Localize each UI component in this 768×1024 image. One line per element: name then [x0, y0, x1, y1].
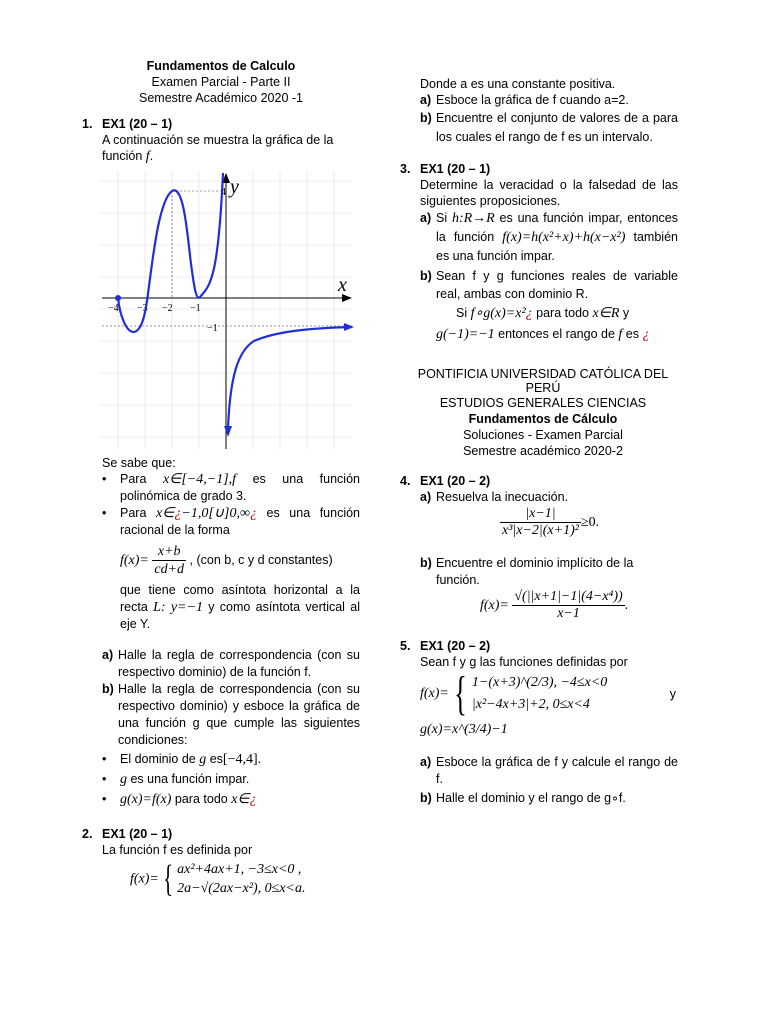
math-expression: f(x)=h(x²+x)+h(x−x²): [502, 230, 626, 245]
q4-parts: [400, 489, 678, 622]
question-4: [400, 473, 678, 622]
condition-1: • El dominio de g es[−4,4].: [102, 752, 262, 767]
broken-symbol: ¿: [249, 506, 257, 521]
part-text: Encuentre el conjunto de valores de a para los cuales el rango de f es un intervalo.: [436, 111, 678, 144]
question-code: EX1 (20 – 1): [102, 117, 173, 131]
part-text: Encuentre el dominio implícito de la función.: [436, 556, 634, 587]
condition-text: es una función impar.: [130, 772, 250, 786]
q4-part-a: [420, 489, 678, 506]
y-tick-4: 4: [221, 187, 226, 198]
curve-start-point: [115, 295, 121, 301]
question-2-intro: La función f es definida por: [102, 843, 253, 857]
function-graph: [82, 171, 360, 449]
q3-part-b-line3: [420, 324, 678, 345]
implicit-domain-function: [420, 589, 678, 622]
denominator: cd+d: [154, 562, 185, 577]
question-number: 2.: [82, 827, 93, 841]
condition-2: • g es una función impar.: [102, 772, 250, 787]
numerator: √(||x+1|−1|(4−x⁴)): [514, 589, 623, 604]
fraction: [500, 506, 581, 539]
question-3: [400, 161, 678, 345]
part-text: Halle la regla de correspondencia (con su respectivo dominio) de la función f.: [118, 648, 360, 679]
inequation: [420, 506, 678, 539]
known-label: Se sabe que:: [102, 456, 176, 470]
question-code: EX1 (20 – 2): [420, 474, 491, 488]
part-label: b): [420, 556, 432, 570]
q2-continuation: Donde a es una constante positiva.: [420, 77, 616, 91]
piecewise-f: f(x)= { ax²+4ax+1, −3≤x<0 , 2a−√(2ax−x²), 0≤x<a.: [130, 858, 306, 900]
q3-parts: [400, 209, 678, 345]
question-5: [400, 638, 678, 807]
bullet-2: • Para x∈¿−1,0[∪]0,∞¿ es una función racional de la forma f(x)= $\frac{x+b}{cd+d}$ , (con b, c y d constantes) que tiene como asíntota horizontal a la recta L: y=−1 y como asíntota vertical al eje Y.: [102, 506, 360, 631]
part-text: Si: [436, 211, 448, 225]
math-expression: f(x)=: [480, 597, 509, 613]
cases: [177, 860, 305, 898]
condition-text: El dominio de: [120, 752, 196, 766]
studies-name: ESTUDIOS GENERALES CIENCIAS: [439, 396, 647, 410]
numerator: x+b: [152, 543, 186, 561]
condition-text: es: [209, 752, 223, 766]
q5-part-a: [420, 754, 678, 788]
question-4-heading: [400, 473, 678, 489]
q1-part-b: [102, 681, 360, 749]
cases: [472, 672, 607, 716]
solutions-semester: Semestre académico 2020-2: [463, 444, 623, 458]
q2-part-b: [420, 109, 678, 147]
q2-part-a: [420, 92, 678, 109]
bullet-text: que tiene como asíntota horizontal a la recta: [120, 583, 360, 614]
question-3-intro: Determine la veracidad o la falsedad de las siguientes proposiciones.: [420, 178, 678, 208]
function-name: f: [145, 149, 150, 164]
q5-parts: [400, 754, 678, 807]
question-number: 5.: [400, 639, 411, 653]
x-axis-label: x: [338, 274, 347, 296]
condition-text: para todo: [174, 792, 228, 806]
question-code: EX1 (20 – 1): [102, 827, 173, 841]
case-2: 2a−√(2ax−x²), 0≤x<a.: [177, 881, 306, 896]
intro-text-2: función: [102, 149, 143, 163]
denominator: x³|x−2|(x+1)²: [502, 523, 579, 538]
part-label: b): [420, 111, 432, 125]
question-3-heading: [400, 161, 678, 177]
part-text: es: [625, 327, 639, 341]
math-expression: x∈[−4,−1],f: [162, 472, 237, 487]
case-2: |x²−4x+3|+2, 0≤x<4: [471, 697, 590, 712]
university-name: PONTIFICIA UNIVERSIDAD CATÓLICA DEL PERÚ: [417, 367, 669, 395]
math-expression: g(x)=f(x): [120, 792, 172, 807]
exam-header: [82, 58, 360, 106]
left-column: [82, 58, 360, 898]
relation: ≥0.: [580, 514, 600, 530]
math-expression: f(x)=: [130, 871, 159, 887]
math-expression: x∈: [231, 792, 250, 807]
broken-symbol: ¿: [525, 306, 533, 321]
part-text: Si: [456, 306, 468, 320]
question-1-intro: A continuación se muestra la gráfica de la función f.: [102, 133, 334, 164]
question-1-heading: [82, 116, 360, 132]
broken-symbol: ¿: [174, 506, 182, 521]
part-text: también es una función impar.: [436, 230, 678, 263]
part-label: a): [420, 211, 432, 225]
question-number: 3.: [400, 162, 411, 176]
part-label: b): [102, 682, 114, 696]
rational-formula: [120, 543, 360, 578]
intro-text: A continuación se muestra la gráfica de la: [102, 133, 334, 147]
part-text: Resuelva la inecuación.: [436, 490, 569, 504]
bullet-text: es una función polinómica de grado 3.: [120, 472, 360, 503]
part-label: a): [420, 755, 432, 769]
q2-parts: [400, 92, 678, 147]
broken-symbol: ¿: [642, 327, 650, 342]
x-tick--1: −1: [190, 303, 201, 314]
piecewise-f5: f(x)= { 1−(x+3)^(2/3), −4≤x<0 |x²−4x+3|+2, 0≤x<4 y: [420, 667, 676, 720]
condition-3: • g(x)=f(x) para todo x∈¿: [102, 792, 257, 807]
question-code: EX1 (20 – 1): [420, 162, 491, 176]
broken-symbol: ¿: [249, 792, 257, 807]
math-expression: [−4,4].: [222, 752, 262, 767]
g-definition: g(x)=x^(3/4)−1: [420, 722, 508, 737]
part-label: b): [420, 791, 432, 805]
part-text: Halle el dominio y el rango de g∘f.: [436, 791, 626, 805]
bullet-text: y como asíntota vertical al eje Y.: [120, 600, 360, 631]
part-text: Esboce la gráfica de f cuando a=2.: [436, 93, 629, 107]
solutions-header: [400, 367, 678, 459]
fraction: [152, 543, 186, 578]
math-expression: g: [199, 752, 207, 767]
x-tick--3: −3: [137, 303, 148, 314]
part-label: a): [420, 490, 432, 504]
bullet-text: Para: [120, 506, 147, 520]
math-expression: f(x)=: [420, 686, 449, 701]
math-expression: x∈: [155, 506, 175, 521]
x-tick--2: −2: [162, 303, 173, 314]
y-tick--1: −1: [207, 323, 218, 334]
q4-part-b: [420, 555, 678, 589]
bullet-1: • Para x∈[−4,−1],f es una función polinómica de grado 3.: [102, 472, 360, 503]
q3-part-b: [420, 267, 678, 303]
math-expression: f: [618, 327, 623, 342]
q3-part-a: [420, 209, 678, 265]
question-number: 1.: [82, 117, 93, 131]
part-label: a): [420, 93, 432, 107]
bullet-text: Para: [120, 472, 147, 486]
part-label: a): [102, 648, 114, 662]
q1-part-a: [102, 647, 360, 681]
constants-note: , (con b, c y d constantes): [189, 552, 333, 567]
period: .: [624, 597, 629, 613]
question-1: [82, 116, 360, 808]
y-axis-label: y: [230, 176, 239, 198]
q5-part-b: [420, 790, 678, 807]
question-2: [82, 826, 360, 898]
right-column: [400, 76, 678, 807]
part-text: Sean f y g funciones reales de variable real, ambas con dominio R.: [436, 269, 678, 301]
exam-semester: Semestre Académico 2020 -1: [139, 91, 303, 105]
math-expression: h:R→R: [451, 211, 495, 226]
solutions-course-title: Fundamentos de Cálculo: [468, 412, 618, 426]
math-expression: g: [120, 772, 127, 787]
question-code: EX1 (20 – 2): [420, 639, 491, 653]
math-expression: g(−1)=−1: [436, 327, 495, 342]
part-text: es una función impar, entonces la función: [436, 211, 678, 244]
denominator: x−1: [557, 606, 580, 621]
question-number: 4.: [400, 474, 411, 488]
numerator: |x−1|: [500, 506, 581, 523]
math-expression: f∘g(x)=x²: [470, 306, 526, 321]
course-title: Fundamentos de Calculo: [146, 59, 296, 73]
q3-part-b-line2: [420, 303, 678, 324]
x-tick--4: −4: [108, 303, 119, 314]
math-expression: f(x)=: [120, 552, 149, 568]
question-5-heading: [400, 638, 678, 654]
math-expression: −1,0[∪]0,∞: [181, 506, 250, 521]
exam-subtitle: Examen Parcial - Parte II: [151, 75, 291, 89]
math-expression: x∈R: [592, 306, 620, 321]
fraction: [512, 589, 624, 622]
part-text: para todo: [536, 306, 589, 320]
part-text: Esboce la gráfica de f y calcule el rango de f.: [436, 755, 678, 786]
math-expression: L: y=−1: [153, 600, 203, 615]
solutions-subtitle: Soluciones - Examen Parcial: [463, 428, 623, 442]
part-text: y: [622, 306, 630, 320]
bullet-text: es una función racional de la forma: [120, 506, 360, 537]
part-text: Halle la regla de correspondencia (con su respectivo dominio) y esboce la gráfica de una función g que cumple las siguientes condiciones:: [118, 682, 360, 747]
case-1: ax²+4ax+1, −3≤x<0 ,: [177, 862, 302, 877]
part-label: b): [420, 269, 432, 283]
q1-bullets: [82, 471, 360, 633]
question-5-intro: Sean f y g las funciones definidas por: [420, 655, 628, 669]
question-2-heading: [82, 826, 360, 842]
q1-parts: [82, 647, 360, 808]
case-1: 1−(x+3)^(2/3), −4≤x<0: [471, 675, 608, 690]
part-text: entonces el rango de: [498, 327, 615, 341]
conjunction-y: y: [669, 687, 676, 701]
